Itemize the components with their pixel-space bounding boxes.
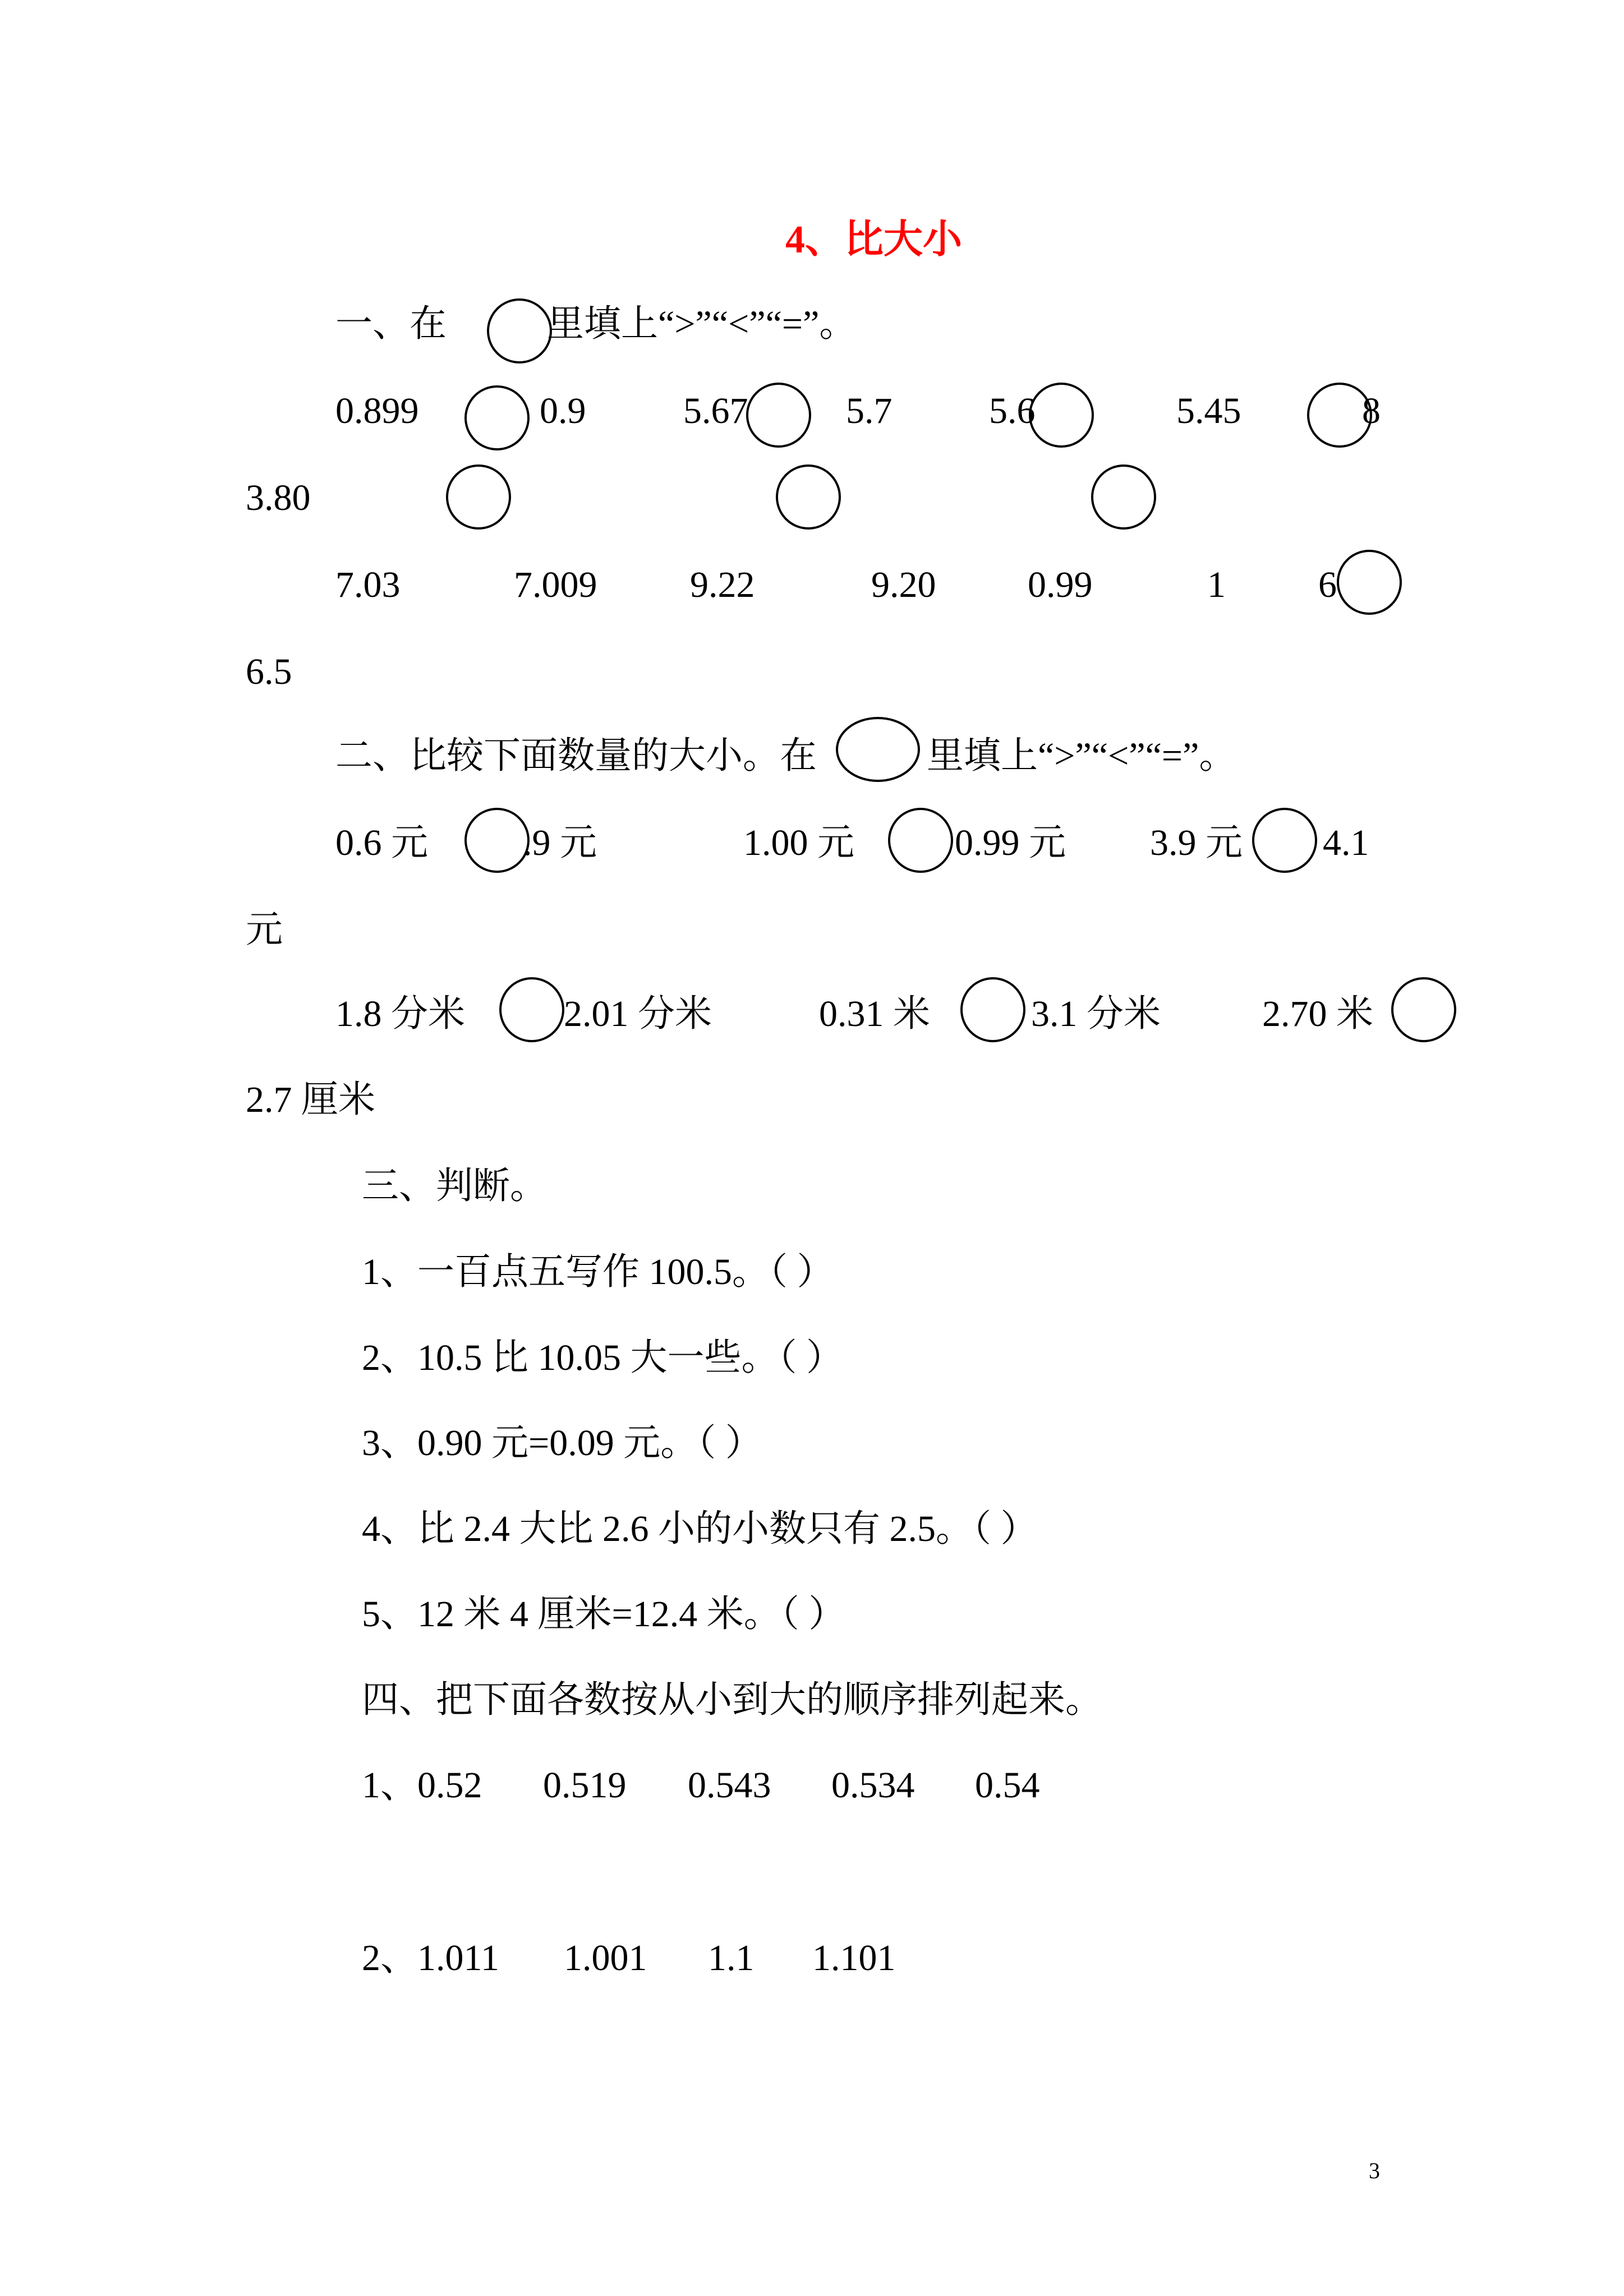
sec1-row4-num: 6.5	[246, 651, 292, 692]
sort-q2-num: 2、1.011	[362, 1938, 500, 1978]
sec2-row1-qty: 3.9 元	[1150, 822, 1243, 863]
sort-q1-num: 0.534	[831, 1765, 915, 1806]
answer-circle[interactable]	[1337, 550, 1402, 615]
sec2-row3-qty: 2.70 米	[1262, 993, 1373, 1034]
answer-circle[interactable]	[776, 464, 841, 530]
judge-item: 3、0.90 元=0.09 元。（ ）	[362, 1423, 762, 1464]
sec1-row3-num: 7.03	[335, 564, 401, 605]
page-title: 4、比大小	[785, 218, 962, 261]
sort-q2-num: 1.1	[708, 1938, 755, 1978]
sec1-row1-num: 0.899	[335, 390, 419, 431]
sort-q1-num: 0.519	[543, 1765, 627, 1806]
sec1-row3-num: 6	[1318, 564, 1337, 605]
sec1-row3-num: 0.99	[1028, 564, 1093, 605]
sec2-row3-qty: 3.1 分米	[1031, 993, 1161, 1034]
answer-circle[interactable]	[888, 808, 953, 873]
sec2-row3-qty: 1.8 分米	[335, 993, 465, 1034]
sec2-row3-qty: 0.31 米	[819, 993, 930, 1034]
sec2-row1-qty: .9 元	[523, 822, 597, 863]
sort-q1-num: 0.54	[975, 1765, 1040, 1806]
answer-circle[interactable]	[1307, 383, 1372, 448]
judge-item: 5、12 米 4 厘米=12.4 米。（ ）	[362, 1594, 846, 1635]
sec2-row1-qty: 1.00 元	[743, 822, 854, 863]
sec1-instruction-end: 里填上“>”“<”“=”。	[547, 303, 857, 344]
judge-item: 4、比 2.4 大比 2.6 小的小数只有 2.5。（ ）	[362, 1508, 1038, 1549]
sec1-row1-num: 5.67	[683, 390, 748, 431]
sort-q2-num: 1.001	[564, 1938, 647, 1978]
sec2-row1-qty: 0.6 元	[335, 822, 428, 863]
page-number: 3	[1369, 2158, 1380, 2183]
answer-circle[interactable]	[1029, 383, 1094, 448]
sec2-row1-qty: 4.1	[1323, 822, 1369, 863]
answer-circle[interactable]	[1091, 464, 1156, 530]
answer-circle[interactable]	[464, 385, 530, 450]
sec4-heading: 四、把下面各数按从小到大的顺序排列起来。	[362, 1680, 1102, 1720]
sec1-row1-num: 8	[1362, 390, 1381, 431]
answer-circle[interactable]	[446, 464, 511, 530]
sec1-row3-num: 1	[1207, 564, 1226, 605]
answer-circle[interactable]	[960, 977, 1025, 1042]
sec3-heading: 三、判断。	[362, 1166, 547, 1207]
sec2-instruction-start: 二、比较下面数量的大小。在	[335, 735, 817, 776]
answer-circle-example	[487, 298, 552, 364]
sec1-row1-num: 5.7	[846, 390, 892, 431]
sec1-row3-num: 7.009	[514, 564, 597, 605]
answer-circle[interactable]	[464, 808, 530, 873]
sec2-row1-qty: 0.99 元	[955, 822, 1066, 863]
sort-q2-num: 1.101	[812, 1938, 896, 1978]
sec2-instruction-end: 里填上“>”“<”“=”。	[927, 735, 1236, 776]
sec1-row1-num: 5.6	[989, 390, 1036, 431]
sec2-row3-qty: 2.01 分米	[564, 993, 712, 1034]
sec1-instruction-start: 一、在	[335, 303, 447, 344]
sec2-row4-qty: 2.7 厘米	[246, 1079, 375, 1120]
sec1-row1-num: 0.9	[540, 390, 586, 431]
answer-circle[interactable]	[746, 383, 811, 448]
sec2-row2-unit: 元	[246, 909, 283, 950]
sec1-row3-num: 9.20	[871, 564, 936, 605]
answer-circle[interactable]	[499, 977, 564, 1042]
judge-item: 2、10.5 比 10.05 大一些。（ ）	[362, 1337, 843, 1378]
sec1-row2-num: 3.80	[246, 477, 311, 518]
judge-item: 1、一百点五写作 100.5。（ ）	[362, 1251, 834, 1292]
sort-q1-num: 0.543	[688, 1765, 771, 1806]
answer-circle[interactable]	[1391, 977, 1456, 1042]
sec1-row1-num: 5.45	[1176, 390, 1241, 431]
sec1-row3-num: 9.22	[690, 564, 755, 605]
answer-circle-example	[836, 717, 920, 782]
sort-q1-num: 1、0.52	[362, 1765, 482, 1806]
answer-circle[interactable]	[1252, 808, 1317, 873]
